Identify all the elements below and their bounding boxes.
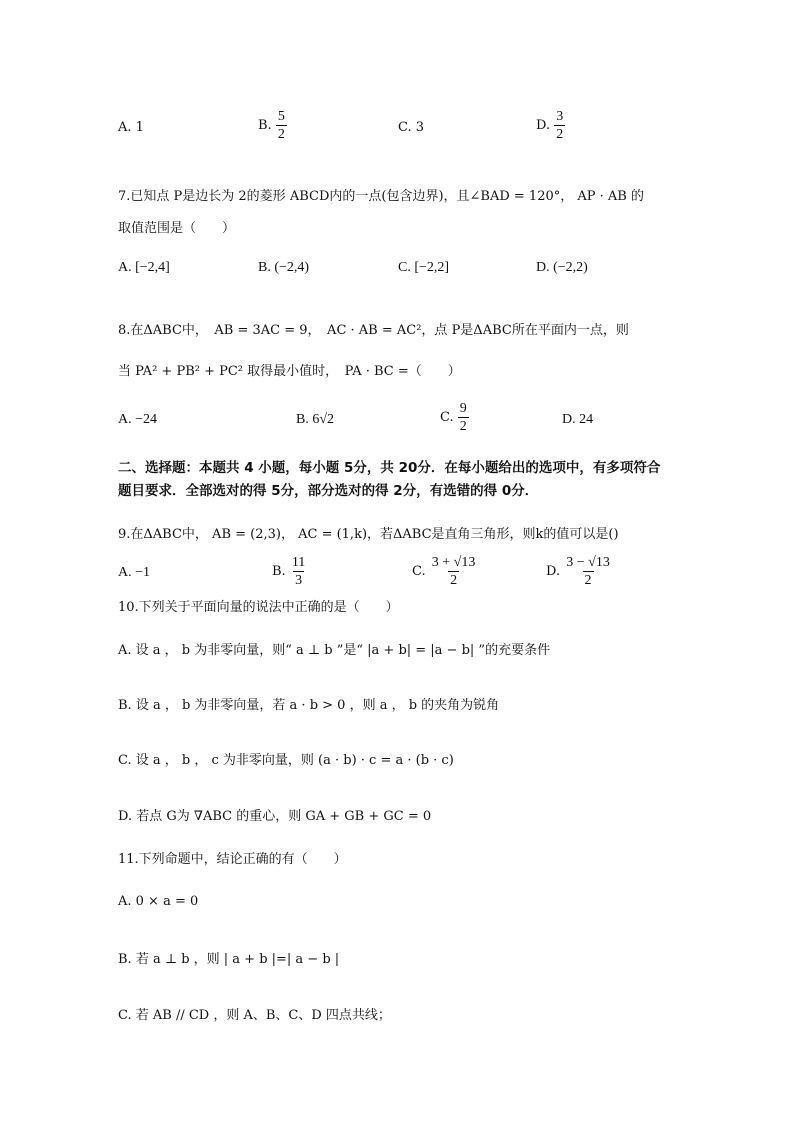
- q6-option-d-fraction: [554, 108, 565, 143]
- q8-option-c-numerator: 9: [459, 401, 467, 416]
- q11-option-b: B. 若 a ⊥ b ，则 | a + b |=| a − b |: [118, 952, 340, 967]
- q9-option-d-denominator: 2: [584, 573, 592, 588]
- q9-option-d-label: D.: [546, 564, 561, 579]
- q8-stem-line1: 8.在ΔABC中， AB = 3AC = 9， AC · AB = AC²，点 P是ΔABC所在平面内一点，则: [118, 323, 629, 338]
- q8-option-b: B. 6√2: [296, 412, 335, 427]
- q6-option-b-label: B.: [258, 118, 272, 133]
- q9-option-c-label: C.: [412, 564, 426, 579]
- q9-option-b-label: B.: [272, 564, 286, 579]
- q6-option-d-denominator: 2: [556, 127, 564, 142]
- q8-option-c: [440, 400, 469, 435]
- q7-option-a: A. [−2,4]: [118, 260, 170, 275]
- q7-stem-line1: 7.已知点 P是边长为 2的菱形 ABCD内的一点(包含边界)，且∠BAD = 120°， AP · AB 的: [118, 189, 644, 204]
- q6-option-a: A. 1: [118, 120, 144, 135]
- q7-option-d: D. (−2,2): [536, 260, 588, 275]
- q6-option-d-label: D.: [536, 118, 551, 133]
- q7-option-b: B. (−2,4): [258, 260, 310, 275]
- q9-option-b-fraction: [290, 554, 307, 589]
- q10-option-b: B. 设 a ， b 为非零向量，若 a · b > 0 ，则 a ， b 的夹角为锐角: [118, 698, 500, 713]
- q9-stem: 9.在ΔABC中， AB = (2,3)， AC = (1,k)，若ΔABC是直角三角形，则k的值可以是(): [118, 527, 619, 542]
- q7-option-c: C. [−2,2]: [398, 260, 450, 275]
- q6-option-b-denominator: 2: [277, 127, 285, 142]
- q6-option-c: C. 3: [398, 120, 425, 135]
- q8-option-a: A. −24: [118, 412, 158, 427]
- q8-option-c-denominator: 2: [459, 419, 467, 434]
- q9-option-d-fraction: [564, 554, 612, 589]
- q8-option-c-fraction: [458, 400, 469, 435]
- q9-option-c: [412, 554, 477, 589]
- q8-stem-line2: 当 PA² + PB² + PC² 取得最小值时， PA · BC =（ ）: [118, 364, 461, 379]
- section2-heading-line1: 二、选择题：本题共 4 小题，每小题 5分，共 20分．在每小题给出的选项中，有多项符合: [118, 460, 661, 476]
- q8-option-d: D. 24: [562, 412, 594, 427]
- q10-option-c: C. 设 a ， b ， c 为非零向量，则 (a · b) · c = a · (b · c): [118, 753, 454, 768]
- q6-option-d-numerator: 3: [556, 109, 564, 124]
- q10-stem: 10.下列关于平面向量的说法中正确的是（ ）: [118, 600, 399, 615]
- q8-option-c-label: C.: [440, 410, 454, 425]
- q9-option-a: A. −1: [118, 565, 151, 580]
- q9-option-d-numerator: 3 − √13: [566, 555, 610, 570]
- q9-option-b: [272, 554, 307, 589]
- q9-option-c-fraction: [430, 554, 478, 589]
- q10-option-a: A. 设 a ， b 为非零向量，则“ a ⊥ b ”是“ |a + b| = |a − b| ”的充要条件: [118, 643, 551, 658]
- q10-option-d: D. 若点 G为 ∇ABC 的重心，则 GA + GB + GC = 0: [118, 809, 432, 824]
- q9-option-b-denominator: 3: [295, 573, 303, 588]
- q6-option-b-numerator: 5: [277, 109, 285, 124]
- q11-option-c: C. 若 AB // CD ，则 A、B、C、D 四点共线；: [118, 1008, 391, 1023]
- q6-option-d: [536, 108, 565, 143]
- q9-option-c-numerator: 3 + √13: [431, 555, 476, 570]
- q11-option-a: A. 0 × a = 0: [118, 894, 199, 909]
- q9-option-b-numerator: 11: [291, 555, 306, 570]
- q9-option-d: [546, 554, 612, 589]
- q6-option-b: [258, 108, 287, 143]
- section2-heading-line2: 题目要求．全部选对的得 5分，部分选对的得 2分，有选错的得 0分．: [118, 483, 539, 499]
- q11-stem: 11.下列命题中，结论正确的有（ ）: [118, 852, 347, 867]
- q6-option-b-fraction: [276, 108, 287, 143]
- q7-stem-line2: 取值范围是（ ）: [118, 221, 236, 236]
- q9-option-c-denominator: 2: [450, 573, 458, 588]
